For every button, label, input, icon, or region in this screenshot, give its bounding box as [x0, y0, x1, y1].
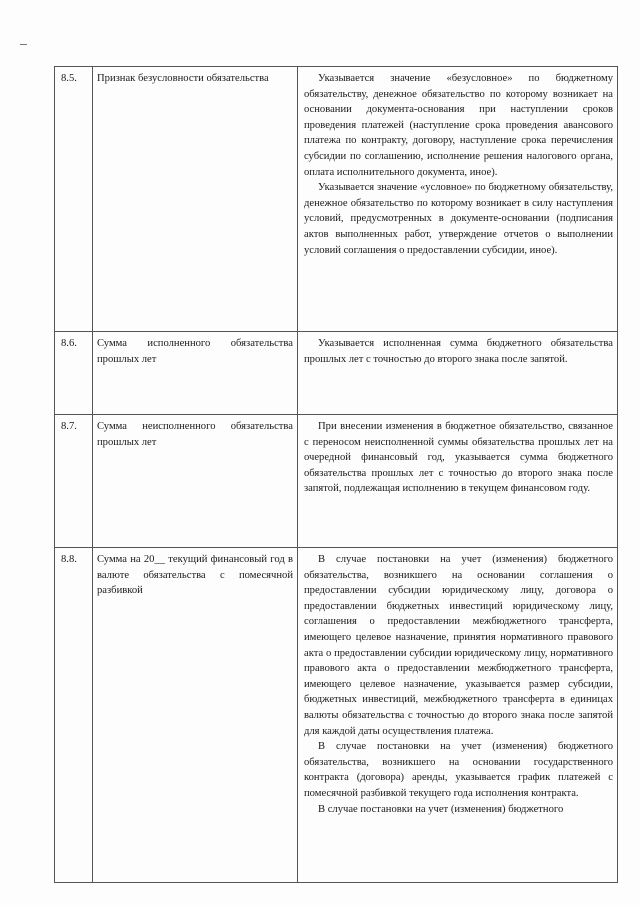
field-name: Сумма неисполненного обязательства прошлых лет [93, 415, 298, 548]
description-paragraph: В случае постановки на учет (изменения) бюджетного обязательства, возникшего на основании соглашения о предоставлении субсидии юридическому лицу, договора о предоставлении бюджетных инвестиций юридическому лицу, соглашения о предоставлении межбюджетного трансферта, имеющего целевое назначение, принятия нормативного правового акта о предоставлении субсидии юридическому лицу, нормативного правового акта о предоставлении межбюджетного трансферта, имеющего целевое назначение, указывается размер субсидии, бюджетных инвестиций, межбюджетного трансферта в единицах валюты обязательства с точностью до второго знака после запятой для каждой даты осуществления платежа. [304, 554, 613, 737]
row-number: 8.8. [55, 548, 93, 883]
table-row [55, 67, 618, 332]
field-description [298, 415, 618, 548]
scan-artifact-mark [20, 44, 27, 45]
row-number: 8.6. [55, 332, 93, 415]
table-row [55, 332, 618, 415]
description-paragraph: Указывается значение «безусловное» по бюджетному обязательству, денежное обязательство по которому возникает на основании документа-основания при наступлении сроков проведения платежей (наступление срока проведения авансового платежа по контракту, договору, наступление срока перечисления субсидии по соглашению, исполнение решения налогового органа, оплата исполнительного документа, иное). [304, 73, 613, 178]
table-row [55, 548, 618, 883]
field-description [298, 332, 618, 415]
description-paragraph: Указывается значение «условное» по бюджетному обязательству, денежное обязательство по которому возникает в силу наступления условий, предусмотренных в документе-основании (подписания актов выполненных работ, утверждение отчетов о выполнении условий соглашения о предоставлении субсидии, иное). [304, 182, 613, 256]
table-row [55, 415, 618, 548]
description-paragraph: В случае постановки на учет (изменения) бюджетного обязательства, возникшего на основании государственного контракта (договора) аренды, указывается график платежей с помесячной разбивкой текущего года исполнения контракта. [304, 741, 613, 799]
requirements-table [54, 66, 618, 883]
field-description [298, 67, 618, 332]
field-name: Признак безусловности обязательства [93, 67, 298, 332]
field-name: Сумма на 20__ текущий финансовый год в валюте обязательства с помесячной разбивкой [93, 548, 298, 883]
description-paragraph: При внесении изменения в бюджетное обязательство, связанное с переносом неисполненной суммы обязательства прошлых лет на очередной финансовый год, указывается сумма бюджетного обязательства прошлых лет с точностью до второго знака после запятой, подлежащая исполнению в текущем финансовом году. [304, 421, 613, 495]
row-number: 8.5. [55, 67, 93, 332]
field-description [298, 548, 618, 883]
field-name: Сумма исполненного обязательства прошлых лет [93, 332, 298, 415]
row-number: 8.7. [55, 415, 93, 548]
description-paragraph: В случае постановки на учет (изменения) бюджетного [318, 803, 564, 815]
description-paragraph: Указывается исполненная сумма бюджетного обязательства прошлых лет с точностью до второго знака после запятой. [304, 338, 613, 365]
